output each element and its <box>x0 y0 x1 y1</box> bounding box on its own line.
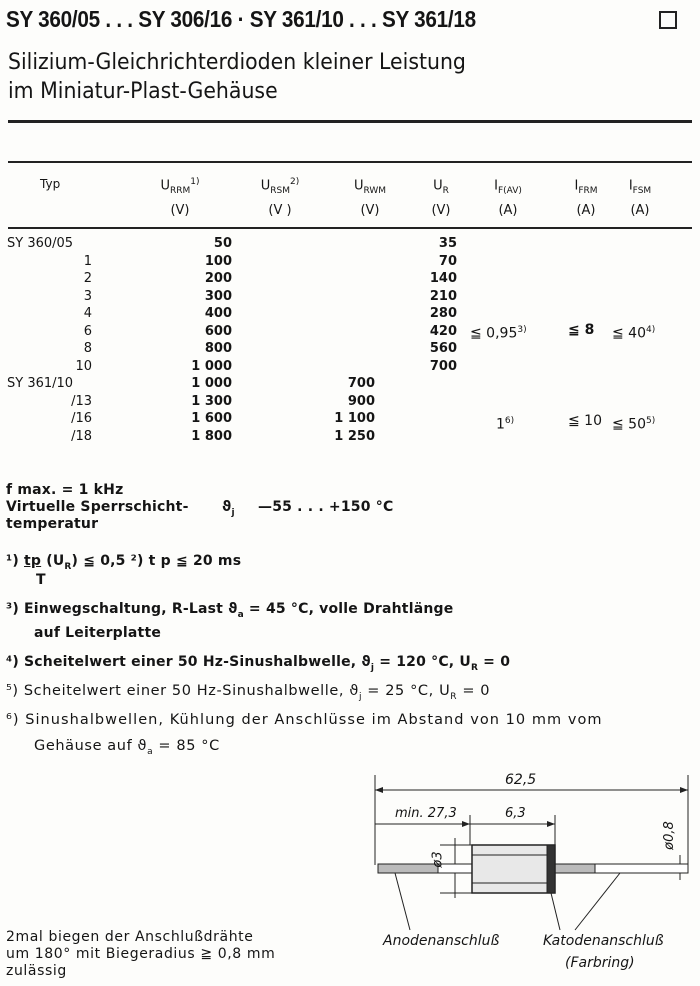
cell-urwm: 1 100 <box>334 411 375 426</box>
footnote-ref: 4) <box>646 325 656 335</box>
n1: R <box>64 561 72 572</box>
cell-urrm: 200 <box>204 271 232 286</box>
cell-urrm: 300 <box>204 288 232 304</box>
cell-urwm: 700 <box>347 376 375 391</box>
vj-symbol: ϑ <box>222 499 232 515</box>
dim-min: min. 27,3 <box>395 806 457 821</box>
cell-urrm: 600 <box>204 323 232 339</box>
n5: ⁵) Scheitelwert einer 50 Hz-Sinushalbwelle, ϑ <box>6 683 359 699</box>
col-sub: RRM <box>169 185 191 196</box>
cell-urrm: 1 800 <box>191 428 232 444</box>
col-sub: FSM <box>632 185 652 196</box>
footnote-ref: 5) <box>646 416 656 426</box>
ifrm-value: ≦ 10 <box>568 413 602 429</box>
n1-tp: tp <box>24 553 42 569</box>
dim-body: 6,3 <box>505 806 526 821</box>
n4: = 0 <box>478 654 511 670</box>
n3: a <box>237 609 244 620</box>
cell-typ: 1 <box>83 253 92 269</box>
col-typ: Typ <box>40 177 61 191</box>
footnote-ref: 3) <box>517 325 527 335</box>
cell-urrm: 50 <box>213 236 232 251</box>
col-unit: (V) <box>431 202 451 218</box>
dim-total: 62,5 <box>505 772 537 788</box>
col-unit: (A) <box>630 202 650 218</box>
cell-urrm: 400 <box>204 306 232 321</box>
col-sub: RWM <box>363 185 387 196</box>
n3-line2: auf Leiterplatte <box>34 625 162 641</box>
dim-dia-wire: ø0,8 <box>661 821 677 850</box>
cell-urrm: 1 000 <box>191 358 232 374</box>
col-sym: U <box>260 178 271 194</box>
n4: = 120 °C, U <box>374 654 471 670</box>
cell-urwm: 1 250 <box>334 428 375 444</box>
cell-ur: 140 <box>429 271 457 286</box>
col-sub: RSM <box>270 185 290 196</box>
cell-typ: 6 <box>83 323 92 339</box>
cell-urrm: 800 <box>204 341 232 356</box>
n6: a <box>147 746 154 757</box>
cell-ur: 420 <box>429 323 457 339</box>
cell-urrm: 1 600 <box>191 411 232 426</box>
anode-label: Anodenanschluß <box>383 933 500 949</box>
cell-typ: 4 <box>83 306 92 321</box>
cell-typ: 8 <box>83 341 92 356</box>
cell-typ: /18 <box>71 428 92 444</box>
n6: ⁶) Sinushalbwellen, Kühlung der Anschlüsse im Abstand von 10 mm vom <box>6 712 603 728</box>
col-unit: (V) <box>170 202 190 218</box>
col-sym: I <box>628 178 633 194</box>
cell-ur: 700 <box>429 358 457 374</box>
n1: (U <box>41 553 65 569</box>
n5: = 0 <box>457 683 491 699</box>
n5: R <box>450 691 458 702</box>
col-sub: FRM <box>578 185 598 196</box>
footnote-ref: 6) <box>504 416 515 426</box>
col-unit: (V) <box>360 202 380 218</box>
ifav-value: ≦ 0,95 <box>470 325 518 342</box>
fmax-text: f max. = 1 kHz <box>6 482 124 498</box>
cell-typ: 3 <box>83 288 92 304</box>
page-title: SY 360/05 . . . SY 306/16 · SY 361/10 . . . SY 361/18 <box>6 6 476 32</box>
n1: ) ≦ 0,5 ²) t p ≦ 20 ms <box>71 553 242 569</box>
subtitle-line-2: im Miniatur-Plast-Gehäuse <box>8 79 278 104</box>
n6-line2: Gehäuse auf ϑ <box>34 738 148 754</box>
cell-typ: SY 361/10 <box>7 376 74 391</box>
col-sym: U <box>160 178 170 194</box>
bend-note-3: zulässig <box>6 963 67 979</box>
color-ring-label: (Farbring) <box>565 955 635 971</box>
col-sup: 2) <box>290 177 300 187</box>
col-sym: I <box>574 178 579 194</box>
cell-urrm: 100 <box>204 253 232 269</box>
subtitle-line-1: Silizium-Gleichrichterdioden kleiner Leistung <box>8 50 466 75</box>
col-unit: (A) <box>498 202 518 218</box>
cell-ur: 210 <box>429 288 457 304</box>
cell-ur: 70 <box>438 253 457 269</box>
dim-dia-body: ø3 <box>430 851 446 868</box>
n5: = 25 °C, U <box>362 683 451 699</box>
col-unit: (A) <box>576 202 596 218</box>
cell-typ: 10 <box>75 358 92 374</box>
cell-ur: 35 <box>438 236 457 251</box>
cell-urrm: 1 000 <box>191 376 232 391</box>
cell-urrm: 1 300 <box>191 393 232 409</box>
cathode-label: Katodenanschluß <box>543 933 664 949</box>
ifsm-value: ≦ 40 <box>612 325 646 342</box>
bend-note-2: um 180° mit Biegeradius ≧ 0,8 mm <box>6 946 276 962</box>
col-sym: I <box>494 178 498 194</box>
cell-typ: 2 <box>83 271 92 286</box>
vj-label-2: temperatur <box>6 516 99 532</box>
n4: j <box>370 662 375 673</box>
n4: ⁴) Scheitelwert einer 50 Hz-Sinushalbwelle, ϑ <box>6 654 371 670</box>
n4: R <box>470 662 479 673</box>
n6: = 85 °C <box>153 738 220 754</box>
cell-urwm: 900 <box>347 393 375 409</box>
n1: ¹) <box>6 553 25 569</box>
col-sym: U <box>353 178 364 194</box>
cell-ur: 280 <box>429 306 457 321</box>
n1-T: T <box>36 572 46 588</box>
bend-note-1: 2mal biegen der Anschlußdrähte <box>6 929 254 945</box>
cell-typ: /16 <box>71 411 92 426</box>
vj-value: —55 . . . +150 °C <box>258 499 394 515</box>
n5: j <box>358 691 363 702</box>
col-sub: R <box>442 185 449 196</box>
col-sub: F(AV) <box>497 185 522 196</box>
cell-ur: 560 <box>429 341 457 356</box>
col-sym: U <box>433 178 443 194</box>
vj-sub: j <box>231 507 235 518</box>
vj-label: Virtuelle Sperrschicht- <box>6 499 189 515</box>
cell-typ: /13 <box>71 393 92 409</box>
cell-typ: SY 360/05 <box>7 236 74 251</box>
ifav-value: 1 <box>496 416 505 433</box>
ifrm-value: ≦ 8 <box>568 322 595 338</box>
col-sup: 1) <box>190 177 200 187</box>
ifsm-value: ≦ 50 <box>612 416 646 433</box>
col-unit: (V ) <box>268 202 292 218</box>
n3: = 45 °C, volle Drahtlänge <box>243 601 454 617</box>
n3: ³) Einwegschaltung, R-Last ϑ <box>6 601 238 617</box>
